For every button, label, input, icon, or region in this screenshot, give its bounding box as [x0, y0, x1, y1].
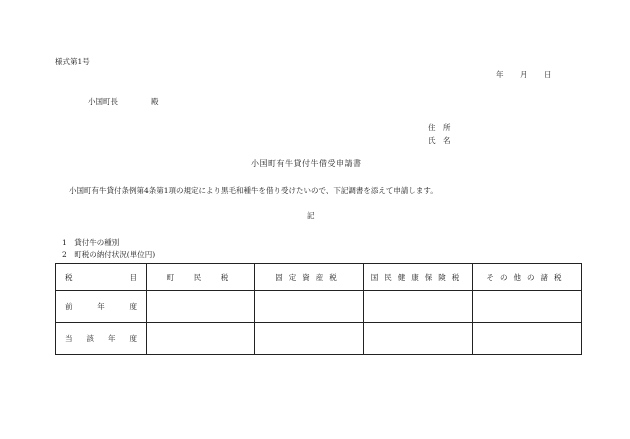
applicant-address-label: 住 所	[428, 123, 451, 132]
ki-label: 記	[307, 211, 315, 220]
date-year: 年	[496, 70, 504, 79]
cell-current-resident-tax[interactable]	[147, 323, 255, 355]
corner-label-right: 目	[129, 272, 137, 282]
form-number: 様式第1号	[55, 57, 90, 66]
document-title: 小国町有牛貸付牛借受申請書	[251, 159, 362, 168]
row-label-char: 年	[108, 334, 116, 343]
date-month: 月	[520, 70, 528, 79]
tax-payment-table	[55, 263, 582, 355]
row-label-chars	[56, 301, 146, 312]
applicant-name-label: 氏 名	[428, 136, 451, 145]
corner-label-left: 税	[65, 272, 73, 282]
row-label-char: 度	[129, 302, 137, 311]
item-livestock-type: 1 貸付牛の種別	[62, 238, 120, 247]
row-label-char: 度	[129, 334, 137, 343]
column-header-other-taxes: その他の諸税	[473, 264, 582, 291]
row-label-char: 該	[86, 334, 94, 343]
item-tax-status: 2 町税の納付状況(単位円)	[62, 250, 156, 259]
cell-previous-resident-tax[interactable]	[147, 291, 255, 323]
row-label-chars	[56, 333, 146, 344]
cell-previous-health-insurance-tax[interactable]	[364, 291, 473, 323]
cell-current-health-insurance-tax[interactable]	[364, 323, 473, 355]
tax-table-header-row	[56, 264, 582, 291]
column-header-property-tax: 固定資産税	[255, 264, 364, 291]
row-label-char: 年	[97, 302, 105, 311]
row-label-char: 前	[65, 302, 73, 311]
cell-current-property-tax[interactable]	[255, 323, 364, 355]
row-label-char: 当	[65, 334, 73, 343]
date-day: 日	[544, 70, 552, 79]
column-header-health-insurance-tax: 国民健康保険税	[364, 264, 473, 291]
table-row	[56, 291, 582, 323]
body-text: 小国町有牛貸付条例第4条第1項の規定により黒毛和種牛を借り受けたいので、下記調書を添えて申請します。	[69, 186, 438, 195]
cell-previous-other-taxes[interactable]	[473, 291, 582, 323]
table-row	[56, 323, 582, 355]
row-label-previous-year	[56, 291, 147, 323]
cell-current-other-taxes[interactable]	[473, 323, 582, 355]
row-label-current-year	[56, 323, 147, 355]
addressee-name: 小国町長	[88, 97, 118, 106]
addressee-honorific: 殿	[151, 97, 159, 106]
cell-previous-property-tax[interactable]	[255, 291, 364, 323]
column-header-resident-tax: 町 民 税	[147, 264, 255, 291]
tax-table-corner	[56, 264, 147, 291]
